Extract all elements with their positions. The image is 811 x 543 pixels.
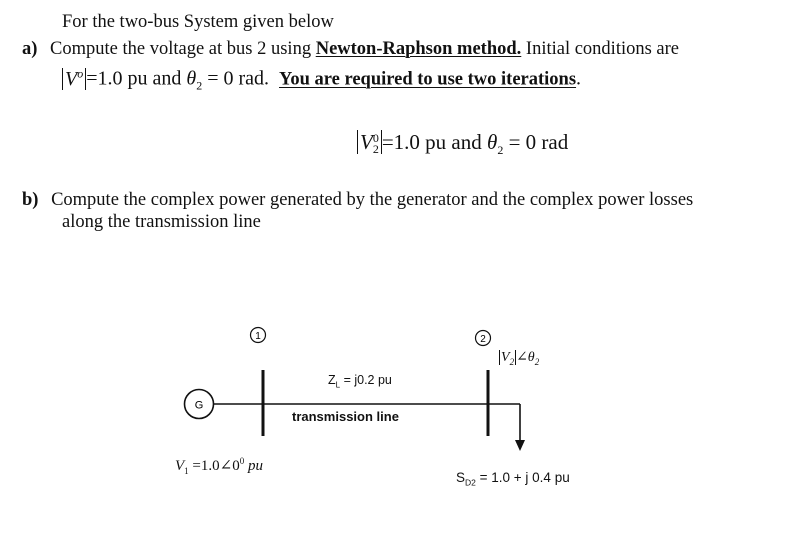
initial-voltage-magnitude: $V^o$ <box>62 68 86 90</box>
transmission-line-label: transmission line <box>292 409 399 424</box>
bus-1-number: 1 <box>255 331 261 342</box>
initial-theta-sub: 2 <box>196 78 203 93</box>
formula-theta-value: = 0 rad <box>503 130 569 154</box>
bus-2-number: 2 <box>480 334 486 345</box>
initial-theta: θ <box>186 67 197 90</box>
formula-theta: θ <box>487 130 498 154</box>
formula-theta-sub: 2 <box>497 143 504 158</box>
part-a-line-2: $V^o =1.0$ pu and $\theta_2 = 0$ rad. You are required to use two iterations. <box>62 66 581 94</box>
generator-label: G <box>194 399 204 412</box>
method-name: Newton-Raphson method. <box>315 39 522 59</box>
part-b-text-2: along the transmission line <box>62 212 261 232</box>
initial-theta-value: = 0 rad <box>202 67 265 90</box>
bus-2-voltage-label: $V_2$ $\angle\theta_2$ <box>501 350 540 367</box>
iteration-requirement: You are required to use two iterations <box>279 69 577 90</box>
part-b-text-1: Compute the complex power generated by the generator and the complex power losses <box>51 190 694 210</box>
load-power-label: $S_{D2} = 1.0 + j$ 0.4 pu <box>456 470 570 488</box>
intro-text: For the two-bus System given below <box>62 12 334 32</box>
formula-voltage-magnitude: V 0 2 <box>357 130 382 154</box>
part-a-text: Compute the voltage at bus 2 using <box>50 39 316 59</box>
initial-voltage-value: =1.0 pu and <box>86 67 187 90</box>
part-b-marker: b) <box>22 190 39 210</box>
part-a-text-after: Initial conditions are <box>521 39 680 59</box>
formula-value: =1.0 pu and <box>381 130 487 154</box>
part-a-marker: a) <box>22 39 38 59</box>
bus-1-voltage-label: $V_1$ $=1.0\angle 0^0$ pu <box>175 456 263 476</box>
line-impedance-label: $Z_L = j0.2$ pu <box>328 373 392 390</box>
load-arrow-icon <box>515 440 525 451</box>
